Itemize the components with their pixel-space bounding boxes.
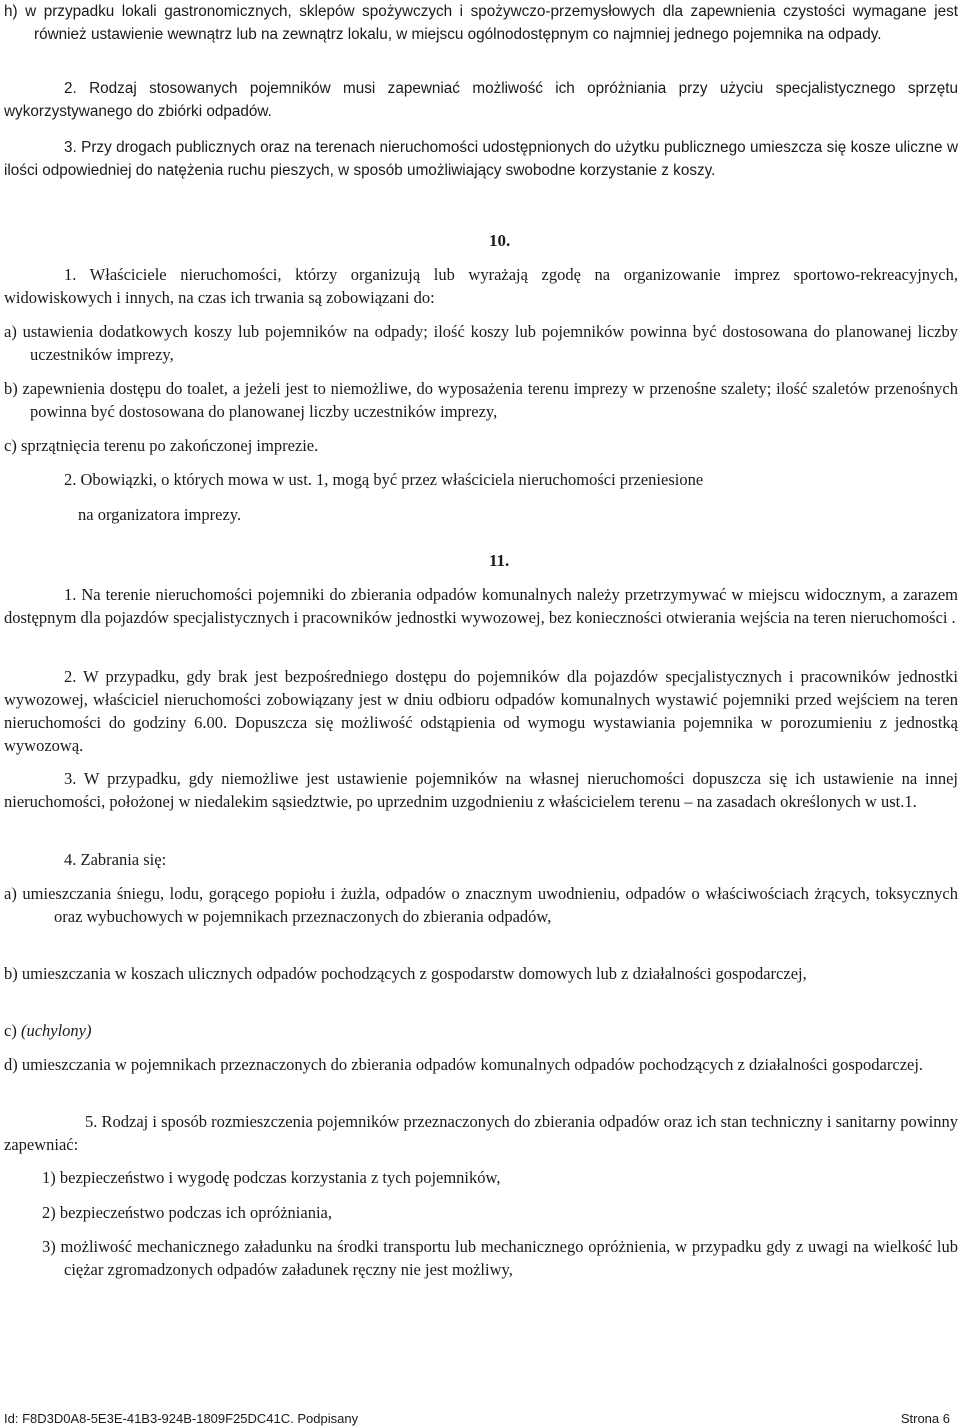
s11-item-d: d) umieszczania w pojemnikach przeznaczonych do zbierania odpadów komunalnych odpadów pochodzących z działalności gospodarczej.: [4, 1055, 924, 1074]
s11-item-a: a) umieszczania śniegu, lodu, gorącego popiołu i żużla, odpadów o znacznym uwodnieniu, odpadów o właściwościach żrących, toksycznych oraz wybuchowych w pojemnikach przeznaczonych do zbierania odpadów,: [4, 884, 958, 926]
item-h: h) w przypadku lokali gastronomicznych, sklepów spożywczych i spożywczo-przemysłowych dla zapewnienia czystości wymagane jest również ustawienie wewnątrz lub na zewnątrz lokalu, w miejscu ogólnodostępnym co najmniej jednego pojemnika na odpady.: [4, 3, 958, 43]
s11-item-c-text: (uchylony): [20, 1021, 92, 1040]
s11-paragraph-5: 5. Rodzaj i sposób rozmieszczenia pojemników przeznaczonych do zbierania odpadów oraz ich stan techniczny i sanitarny powinny zapewniać:: [4, 1112, 958, 1154]
s11-paragraph-1: 1. Na terenie nieruchomości pojemniki do zbierania odpadów komunalnych należy przetrzymywać w miejscu widocznym, a zarazem dostępnym dla pojazdów specjalistycznych i pracowników jednostki wywozowej, bez konieczności otwierania wejścia na teren nieruchomości .: [4, 585, 958, 627]
s11-paragraph-2: 2. W przypadku, gdy brak jest bezpośredniego dostępu do pojemników dla pojazdów specjalistycznych i pracowników jednostki wywozowej, właściciel nieruchomości zobowiązany jest w dniu odbioru odpadów komunalnych wystawić pojemniki przed wejściem na teren nieruchomości do godziny 6.00. Dopuszcza się możliwość odstąpienia od wymogu wystawiania pojemnika w porozumieniu z jednostką wywozową.: [4, 667, 958, 755]
s11-list-item-3: 3) możliwość mechanicznego załadunku na środki transportu lub mechanicznego opróżnienia, w przypadku gdy z uwagi na wielkość lub ciężar zgromadzonych odpadów załadunek ręczny nie jest możliwy,: [42, 1237, 958, 1279]
paragraph-3: 3. Przy drogach publicznych oraz na terenach nieruchomości udostępnionych do użytku publicznego umieszcza się kosze uliczne w ilości odpowiedniej do natężenia ruchu pieszych, w sposób umożliwiający swobodne korzystanie z koszy.: [4, 139, 958, 179]
section-heading-10: 10.: [489, 231, 511, 250]
s10-item-a: a) ustawienia dodatkowych koszy lub pojemników na odpady; ilość koszy lub pojemników powinna być dostosowana do planowanej liczby uczestników imprezy,: [4, 322, 958, 364]
s10-paragraph-2: 2. Obowiązki, o których mowa w ust. 1, mogą być przez właściciela nieruchomości przeniesione: [64, 470, 704, 489]
s11-list-item-2: 2) bezpieczeństwo podczas ich opróżniania,: [42, 1203, 332, 1222]
s11-item-c: [4, 1019, 958, 1042]
s11-list-item-1: 1) bezpieczeństwo i wygodę podczas korzystania z tych pojemników,: [42, 1168, 501, 1187]
s11-item-b: b) umieszczania w koszach ulicznych odpadów pochodzących z gospodarstw domowych lub z działalności gospodarczej,: [4, 964, 807, 983]
s11-item-c-prefix: c): [4, 1021, 21, 1040]
footer-document-id: Id: F8D3D0A8-5E3E-41B3-924B-1809F25DC41C. Podpisany: [4, 1411, 359, 1426]
s11-paragraph-3: 3. W przypadku, gdy niemożliwe jest ustawienie pojemników na własnej nieruchomości dopuszcza się ich ustawienie na innej nieruchomości, położonej w niedalekim sąsiedztwie, po uprzednim uzgodnieniu z właścicielem terenu – na zasadach określonych w ust.1.: [4, 769, 958, 811]
section-heading-11: 11.: [489, 551, 510, 570]
s10-item-c: c) sprzątnięcia terenu po zakończonej imprezie.: [4, 436, 319, 455]
s11-paragraph-4: 4. Zabrania się:: [64, 850, 167, 869]
footer-page-number: Strona 6: [900, 1411, 950, 1426]
s10-paragraph-2-continued: na organizatora imprezy.: [78, 505, 242, 524]
s10-paragraph-1: 1. Właściciele nieruchomości, którzy organizują lub wyrażają zgodę na organizowanie imprez sportowo-rekreacyjnych, widowiskowych i innych, na czas ich trwania są zobowiązani do:: [4, 265, 958, 307]
s10-item-b: b) zapewnienia dostępu do toalet, a jeżeli jest to niemożliwe, do wyposażenia terenu imprezy w przenośne szalety; ilość szaletów przenośnych powinna być dostosowana do planowanej liczby uczestników imprezy,: [4, 379, 958, 421]
paragraph-2: 2. Rodzaj stosowanych pojemników musi zapewniać możliwość ich opróżniania przy użyciu specjalistycznego sprzętu wykorzystywanego do zbiórki odpadów.: [4, 80, 958, 120]
